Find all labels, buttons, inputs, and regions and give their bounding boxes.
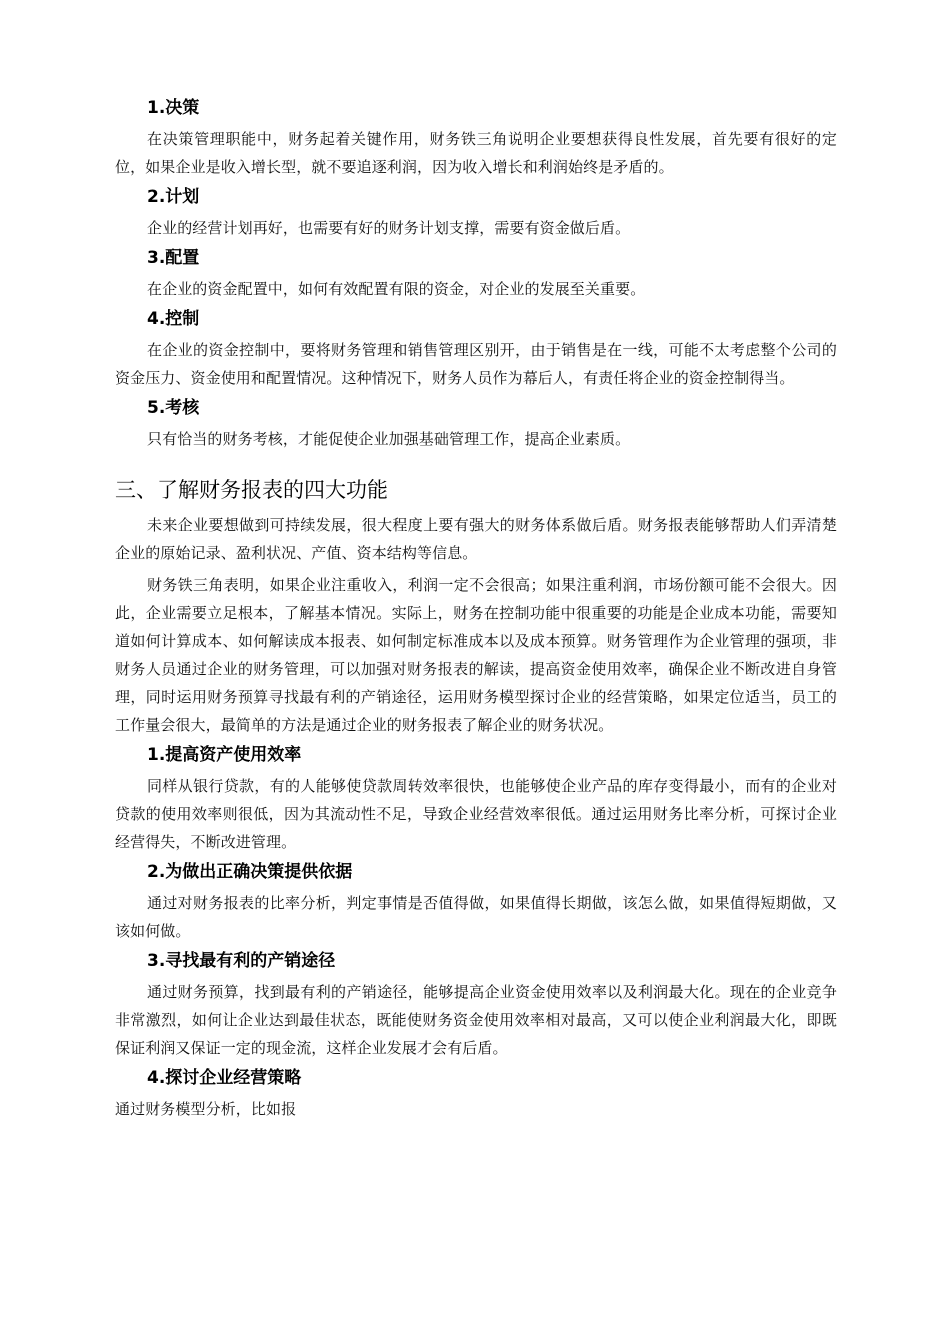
paragraph-business-strategy: 通过财务模型分析，比如报 (115, 1100, 297, 1118)
heading-business-strategy: 4.探讨企业经营策略 (147, 1068, 302, 1088)
section-title: 三、了解财务报表的四大功能 (115, 478, 388, 502)
heading-allocation: 3.配置 (147, 248, 200, 268)
heading-assessment: 5.考核 (147, 398, 200, 418)
paragraph-allocation: 在企业的资金配置中，如何有效配置有限的资金，对企业的发展至关重要。 (147, 280, 646, 298)
heading-decision-basis: 2.为做出正确决策提供依据 (147, 862, 353, 882)
paragraph-asset-efficiency: 同样从银行贷款，有的人能够使贷款周转效率很快，也能够使企业产品的库存变得最小，而有的企业对贷款的使用效率则很低，因为其流动性不足，导致企业经营效率很低。通过运用财务比率分析，可探讨企业经营得失，不断改进管理。 (115, 777, 837, 851)
paragraph-assessment: 只有恰当的财务考核，才能促使企业加强基础管理工作，提高企业素质。 (147, 430, 631, 448)
heading-control: 4.控制 (147, 309, 200, 329)
paragraph-intro-1: 未来企业要想做到可持续发展，很大程度上要有强大的财务体系做后盾。财务报表能够帮助人们弄清楚企业的原始记录、盈利状况、产值、资本结构等信息。 (115, 516, 837, 562)
heading-production-sales: 3.寻找最有利的产销途径 (147, 951, 336, 971)
paragraph-decision-basis: 通过对财务报表的比率分析，判定事情是否值得做，如果值得长期做，该怎么做，如果值得短期做，又该如何做。 (115, 894, 837, 940)
heading-plan: 2.计划 (147, 187, 200, 207)
paragraph-plan: 企业的经营计划再好，也需要有好的财务计划支撑，需要有资金做后盾。 (147, 219, 631, 237)
heading-asset-efficiency: 1.提高资产使用效率 (147, 745, 302, 765)
paragraph-decision: 在决策管理职能中，财务起着关键作用，财务铁三角说明企业要想获得良性发展，首先要有很好的定位，如果企业是收入增长型，就不要追逐利润，因为收入增长和利润始终是矛盾的。 (115, 130, 837, 176)
document-page (115, 96, 837, 1127)
heading-decision: 1.决策 (147, 98, 200, 118)
paragraph-production-sales: 通过财务预算，找到最有利的产销途径，能够提高企业资金使用效率以及利润最大化。现在的企业竞争非常激烈，如何让企业达到最佳状态，既能使财务资金使用效率相对最高，又可以使企业利润最大化，即既保证利润又保证一定的现金流，这样企业发展才会有后盾。 (115, 983, 837, 1057)
paragraph-intro-2: 财务铁三角表明，如果企业注重收入，利润一定不会很高；如果注重利润，市场份额可能不会很大。因此，企业需要立足根本，了解基本情况。实际上，财务在控制功能中很重要的功能是企业成本功能，需要知道如何计算成本、如何解读成本报表、如何制定标准成本以及成本预算。财务管理作为企业管理的强项，非财务人员通过企业的财务管理，可以加强对财务报表的解读，提高资金使用效率，确保企业不断改进自身管理，同时运用财务预算寻找最有利的产销途径，运用财务模型探讨企业的经营策略，如果定位适当，员工的工作量会很大，最简单的方法是通过企业的财务报表了解企业的财务状况。 (115, 576, 837, 734)
paragraph-control: 在企业的资金控制中，要将财务管理和销售管理区别开，由于销售是在一线，可能不太考虑整个公司的资金压力、资金使用和配置情况。这种情况下，财务人员作为幕后人，有责任将企业的资金控制得当。 (115, 341, 837, 387)
